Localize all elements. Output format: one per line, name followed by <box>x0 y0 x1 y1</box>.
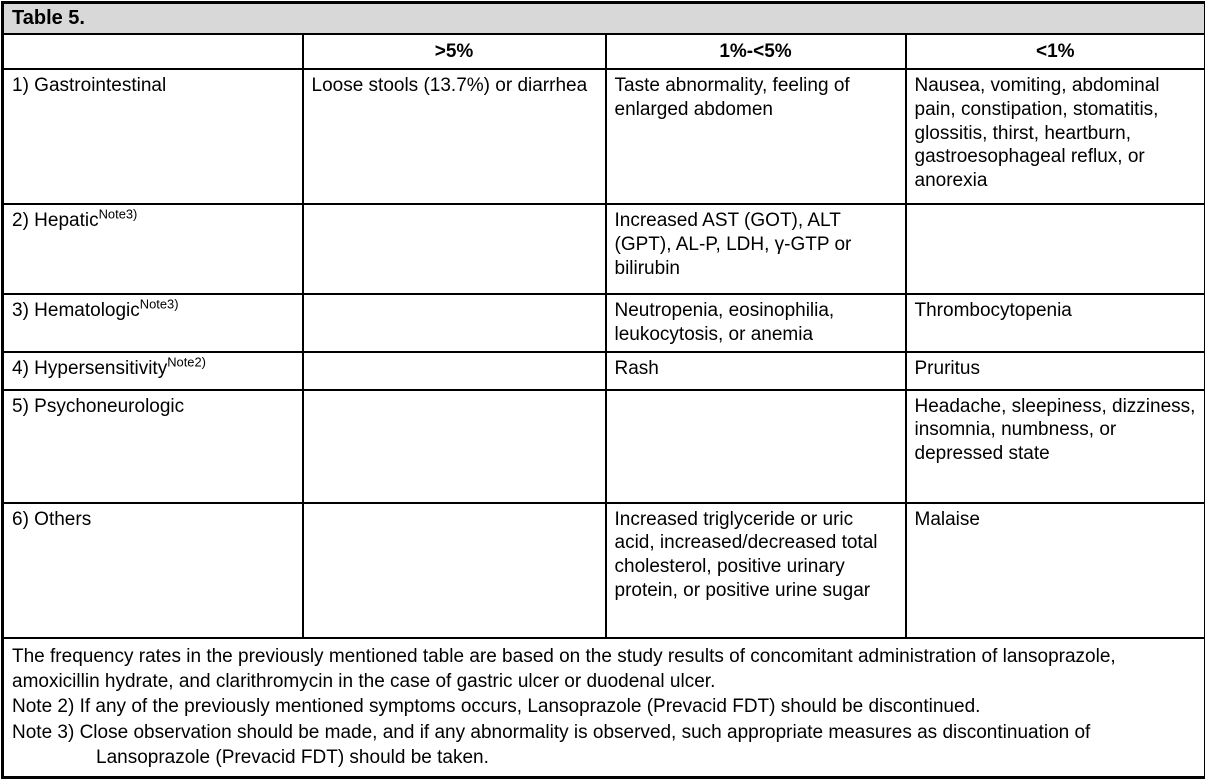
cell-lt1: Thrombocytopenia <box>906 294 1205 352</box>
table-footnotes-row <box>3 638 1205 778</box>
category-note-superscript: Note3) <box>140 297 179 312</box>
cell-1to5: Taste abnormality, feeling of enlarged abdomen <box>606 69 906 204</box>
adverse-reactions-table <box>1 1 1205 779</box>
cell-1to5: Increased triglyceride or uric acid, increased/decreased total cholesterol, positive urinary protein, or positive urine sugar <box>606 503 906 638</box>
column-header-gt5: >5% <box>303 34 606 69</box>
category-label: 4) Hypersensitivity <box>12 358 167 379</box>
category-label: 3) Hematologic <box>12 300 140 321</box>
table-row-hepatic <box>3 204 1205 294</box>
table-title-row <box>3 3 1205 35</box>
row-category <box>3 503 303 638</box>
cell-lt1: Headache, sleepiness, dizziness, insomnia, numbness, or depressed state <box>906 390 1205 503</box>
cell-lt1 <box>906 204 1205 294</box>
cell-1to5: Increased AST (GOT), ALT (GPT), AL-P, LDH, γ-GTP or bilirubin <box>606 204 906 294</box>
category-note-superscript: Note2) <box>167 354 206 369</box>
column-header-row <box>3 34 1205 69</box>
cell-lt1: Malaise <box>906 503 1205 638</box>
row-category <box>3 294 303 352</box>
table-row-hypersensitivity <box>3 352 1205 390</box>
table-title: Table 5. <box>3 3 1205 35</box>
cell-gt5 <box>303 204 606 294</box>
category-label: 2) Hepatic <box>12 210 99 231</box>
footnote-note2: Note 2) If any of the previously mentioned symptoms occurs, Lansoprazole (Prevacid FDT) should be discontinued. <box>12 694 1196 719</box>
cell-gt5 <box>303 503 606 638</box>
category-note-superscript: Note3) <box>99 207 138 222</box>
cell-gt5: Loose stools (13.7%) or diarrhea <box>303 69 606 204</box>
table-row-others <box>3 503 1205 638</box>
column-header-category <box>3 34 303 69</box>
cell-gt5 <box>303 352 606 390</box>
category-label: 6) Others <box>12 509 91 530</box>
table-row-psychoneurologic <box>3 390 1205 503</box>
cell-gt5 <box>303 294 606 352</box>
footnote-note3: Note 3) Close observation should be made, and if any abnormality is observed, such appropriate measures as discontinuation of Lansoprazole (Prevacid FDT) should be taken. <box>12 720 1196 771</box>
column-header-lt1: <1% <box>906 34 1205 69</box>
cell-1to5: Rash <box>606 352 906 390</box>
row-category <box>3 204 303 294</box>
cell-1to5 <box>606 390 906 503</box>
table-footnotes <box>3 638 1205 778</box>
cell-lt1: Nausea, vomiting, abdominal pain, constipation, stomatitis, glossitis, thirst, heartburn, gastroesophageal reflux, or anorexia <box>906 69 1205 204</box>
row-category <box>3 352 303 390</box>
cell-1to5: Neutropenia, eosinophilia, leukocytosis, or anemia <box>606 294 906 352</box>
cell-lt1: Pruritus <box>906 352 1205 390</box>
category-label: 5) Psychoneurologic <box>12 396 184 417</box>
cell-gt5 <box>303 390 606 503</box>
row-category <box>3 390 303 503</box>
table-row-gastrointestinal <box>3 69 1205 204</box>
footnote-frequency-basis: The frequency rates in the previously mentioned table are based on the study results of concomitant administration of lansoprazole, amoxicillin hydrate, and clarithromycin in the case of gastric ulcer or duodenal ulcer. <box>12 644 1196 695</box>
category-label: 1) Gastrointestinal <box>12 75 166 96</box>
row-category <box>3 69 303 204</box>
column-header-1to5: 1%-<5% <box>606 34 906 69</box>
table-row-hematologic <box>3 294 1205 352</box>
